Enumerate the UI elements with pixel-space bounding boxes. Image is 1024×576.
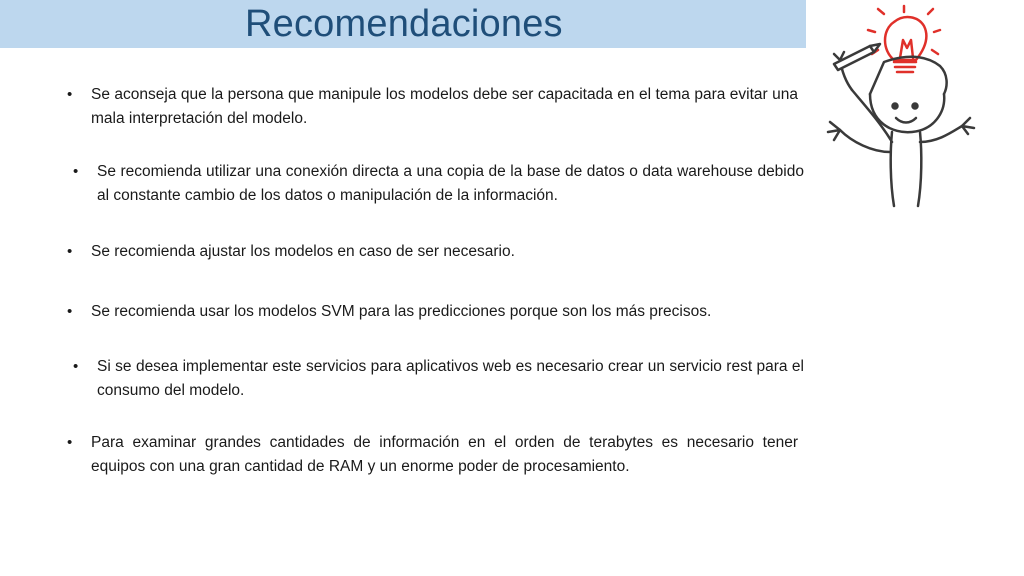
slide-title: Recomendaciones [245,3,563,45]
bullet-text: Se recomienda usar los modelos SVM para las predicciones porque son los más precisos. [91,303,712,320]
bullet-dot: • [73,163,79,180]
bullet-text: Se aconseja que la persona que manipule los modelos debe ser capacitada en el tema para evitar una mala interpretación del modelo. [91,86,798,127]
bullet-dot: • [67,86,73,103]
bullet-dot: • [73,358,79,375]
bullet-text: Se recomienda utilizar una conexión directa a una copia de la base de datos o data warehouse debido al constante cambio de los datos o manipulación de la información. [97,163,804,204]
idea-person-lightbulb-icon [812,2,982,210]
bullet-item-5 [73,355,804,402]
bullet-dot: • [67,434,73,451]
bullet-text: Si se desea implementar este servicios para aplicativos web es necesario crear un servicio rest para el consumo del modelo. [97,358,804,399]
bullet-item-3 [67,240,798,264]
bullet-item-2 [73,160,804,207]
bullet-item-1 [67,83,798,130]
bullet-dot: • [67,243,73,260]
bullet-item-4 [67,300,798,324]
bullet-item-6 [67,431,798,478]
bullet-text: Se recomienda ajustar los modelos en caso de ser necesario. [91,243,515,260]
bullet-text: Para examinar grandes cantidades de información en el orden de terabytes es necesario tener equipos con una gran cantidad de RAM y un enorme poder de procesamiento. [91,434,798,475]
bullet-dot: • [67,303,73,320]
